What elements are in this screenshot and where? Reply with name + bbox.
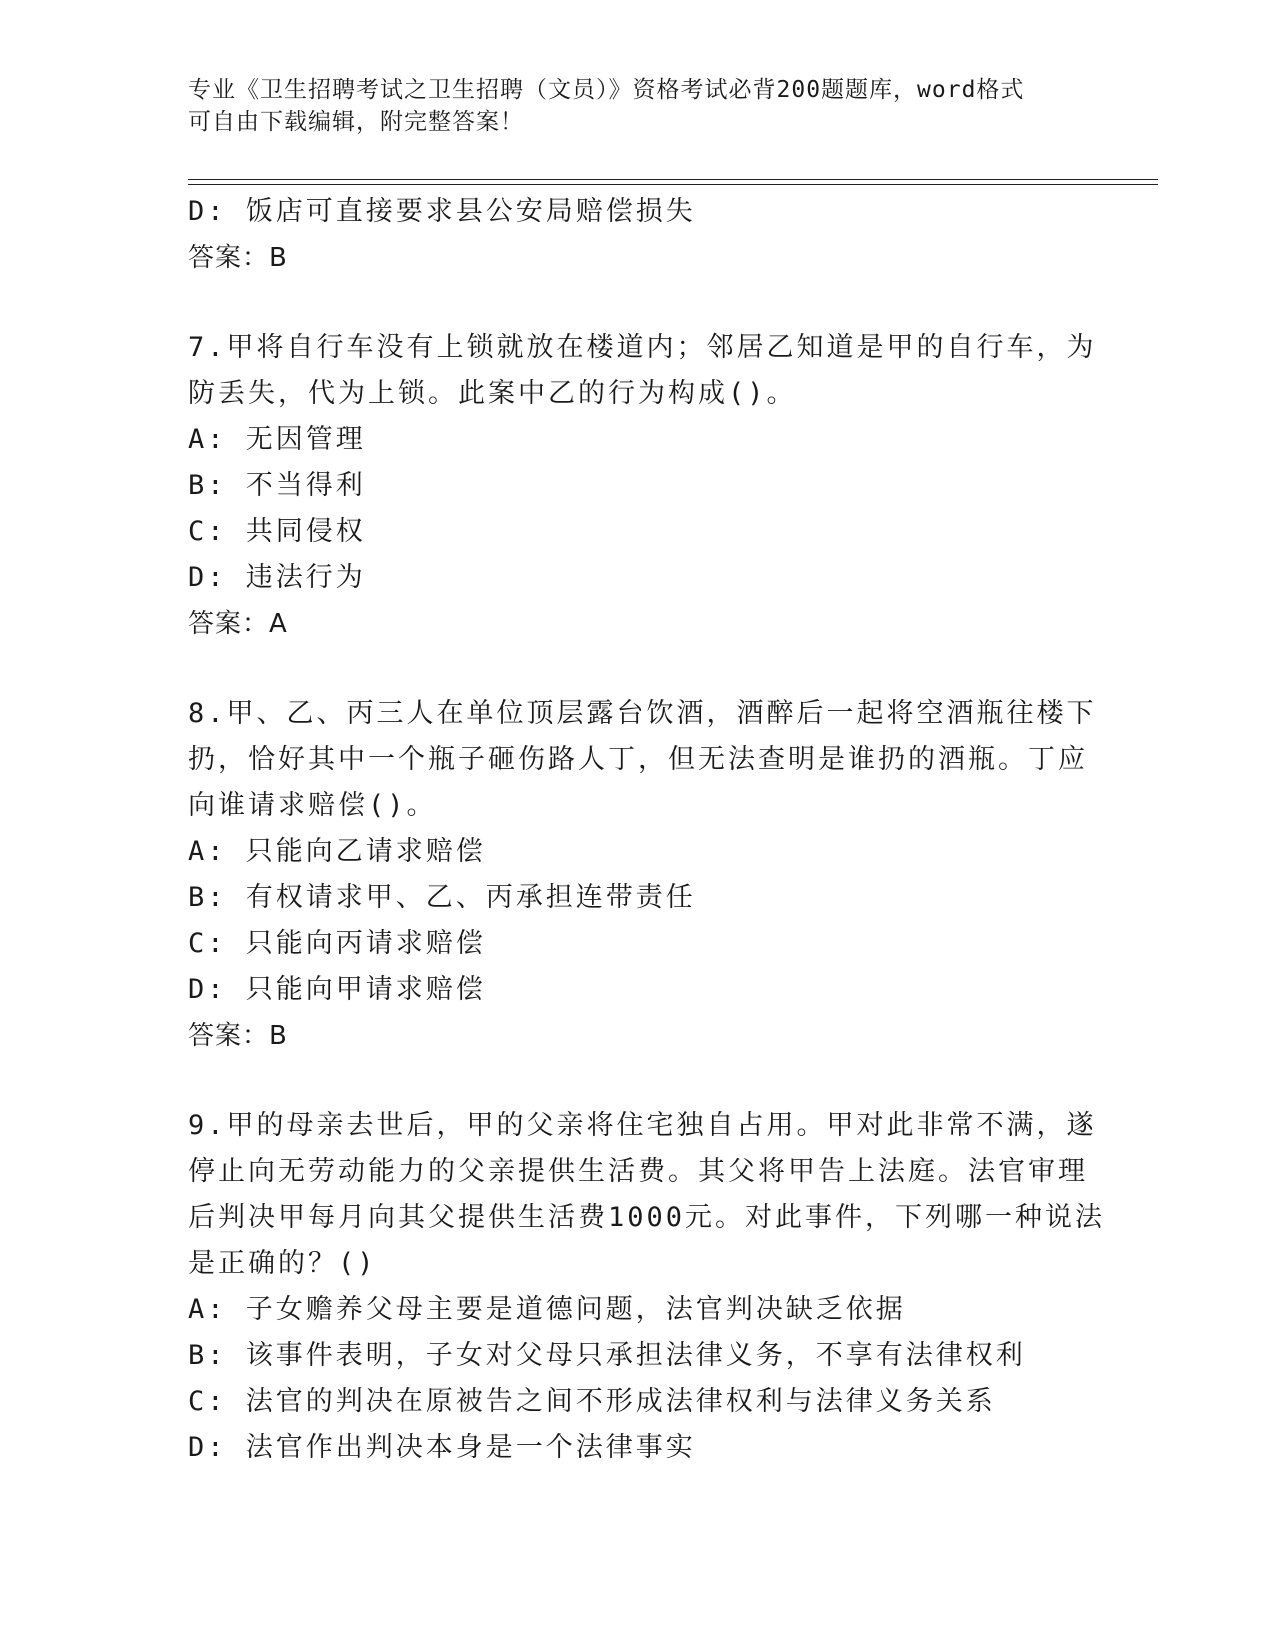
- question-8: [188, 691, 1097, 1059]
- header-title-line-2: 可自由下载编辑，附完整答案！: [188, 109, 524, 135]
- question-text: [188, 691, 1097, 829]
- question-content: [188, 189, 1106, 1471]
- question-6-tail: [188, 189, 1088, 281]
- option-c: C: 法官的判决在原被告之间不形成法律权利与法律义务关系: [188, 1386, 996, 1417]
- question-text-line: 7.甲将自行车没有上锁就放在楼道内；邻居乙知道是甲的自行车，为: [188, 332, 1097, 363]
- question-text-line: 向谁请求赔偿()。: [188, 790, 437, 821]
- spacer: [188, 1059, 1088, 1103]
- question-9: [188, 1103, 1106, 1471]
- spacer: [188, 647, 1088, 691]
- option-b: B: 有权请求甲、乙、丙承担连带责任: [188, 882, 696, 913]
- option-a: A: 无因管理: [188, 424, 366, 455]
- option-d: D: 只能向甲请求赔偿: [188, 974, 486, 1005]
- header-title-line-1: 专业《卫生招聘考试之卫生招聘（文员）》资格考试必背200题题库，word格式: [188, 77, 1025, 103]
- question-text-line: 后判决甲每月向其父提供生活费1000元。对此事件，下列哪一种说法: [188, 1202, 1106, 1233]
- answer-label: 答案：A: [188, 609, 288, 639]
- header-divider-bottom: [188, 184, 1158, 185]
- question-7: [188, 325, 1097, 647]
- option-d: D: 饭店可直接要求县公安局赔偿损失: [188, 196, 696, 227]
- question-text-line: 8.甲、乙、丙三人在单位顶层露台饮酒，酒醉后一起将空酒瓶往楼下: [188, 698, 1097, 729]
- option-d: D: 违法行为: [188, 562, 366, 593]
- question-text-line: 停止向无劳动能力的父亲提供生活费。其父将甲告上法庭。法官审理: [188, 1156, 1088, 1187]
- option-a: A: 只能向乙请求赔偿: [188, 836, 486, 867]
- document-header: [188, 74, 1068, 138]
- answer-label: 答案：B: [188, 243, 288, 273]
- question-text-line: 是正确的？(): [188, 1248, 377, 1279]
- option-b: B: 该事件表明，子女对父母只承担法律义务，不享有法律权利: [188, 1340, 1026, 1371]
- option-c: C: 共同侵权: [188, 516, 366, 547]
- spacer: [188, 281, 1088, 325]
- question-text: [188, 325, 1097, 417]
- option-c: C: 只能向丙请求赔偿: [188, 928, 486, 959]
- question-text: [188, 1103, 1106, 1287]
- question-text-line: 9.甲的母亲去世后，甲的父亲将住宅独自占用。甲对此非常不满，遂: [188, 1110, 1097, 1141]
- option-d: D: 法官作出判决本身是一个法律事实: [188, 1432, 696, 1463]
- answer-label: 答案：B: [188, 1021, 288, 1051]
- question-text-line: 防丢失，代为上锁。此案中乙的行为构成()。: [188, 378, 797, 409]
- option-a: A: 子女赡养父母主要是道德问题，法官判决缺乏依据: [188, 1294, 906, 1325]
- question-text-line: 扔，恰好其中一个瓶子砸伤路人丁，但无法查明是谁扔的酒瓶。丁应: [188, 744, 1088, 775]
- option-b: B: 不当得利: [188, 470, 366, 501]
- header-divider-top: [188, 179, 1158, 180]
